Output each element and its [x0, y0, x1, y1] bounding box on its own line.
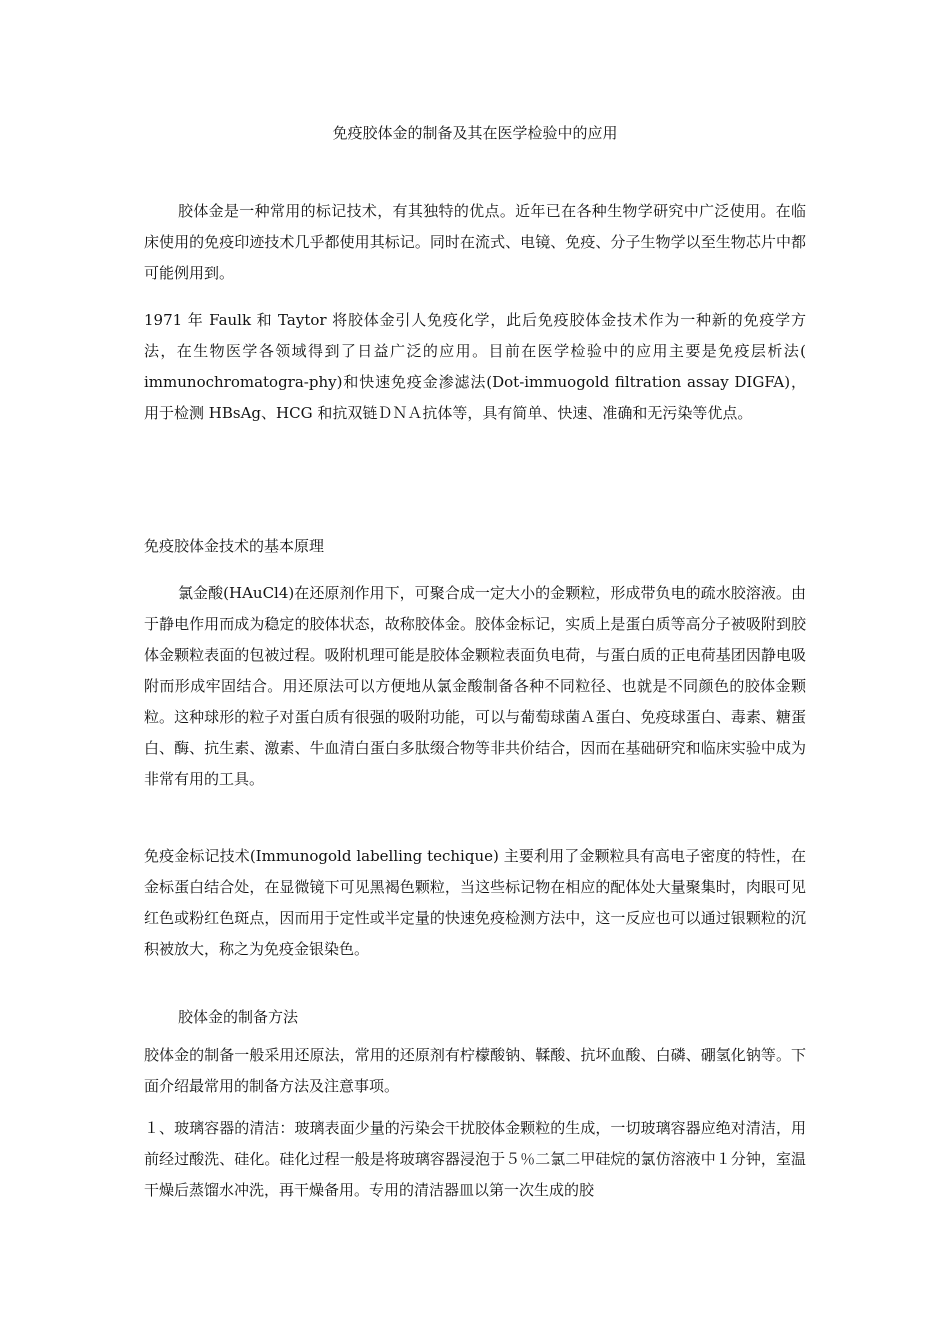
section-heading-preparation: 胶体金的制备方法	[178, 1008, 299, 1026]
paragraph-preparation-intro: 胶体金的制备一般采用还原法，常用的还原剂有柠檬酸钠、鞣酸、抗坏血酸、白磷、硼氢化钠等。下面介绍最常用的制备方法及注意事项。	[144, 1046, 806, 1095]
paragraph-immunogold-labelling: 免疫金标记技术(Immunogold labelling techique) 主要利用了金颗粒具有高电子密度的特性，在金标蛋白结合处，在显微镜下可见黑褐色颗粒，当这些标记物在相应的配体处大量聚集时，肉眼可见红色或粉红色斑点，因而用于定性或半定量的快速免疫检测方法中，这一反应也可以通过银颗粒的沉积被放大，称之为免疫金银染色。	[144, 847, 806, 958]
paragraph-history: 1971 年 Faulk 和 Taytor 将胶体金引人免疫化学，此后免疫胶体金技术作为一种新的免疫学方法，在生物医学各领域得到了日益广泛的应用。目前在医学检验中的应用主要是免疫层析法( immunochromatogra-phy)和快速免疫金渗滤法(Dot-immuogold filtration assay DIGFA)，用于检测 HBsAg、HCG 和抗双链ＤＮＡ抗体等，具有简单、快速、准确和无污染等优点。	[144, 311, 806, 422]
paragraph-principle: 氯金酸(HAuCl4)在还原剂作用下，可聚合成一定大小的金颗粒，形成带负电的疏水胶溶液。由于静电作用而成为稳定的胶体状态，故称胶体金。胶体金标记，实质上是蛋白质等高分子被吸附到胶体金颗粒表面的包被过程。吸附机理可能是胶体金颗粒表面负电荷，与蛋白质的正电荷基团因静电吸附而形成牢固结合。用还原法可以方便地从氯金酸制备各种不同粒径、也就是不同颜色的胶体金颗粒。这种球形的粒子对蛋白质有很强的吸附功能，可以与葡萄球菌Ａ蛋白、免疫球蛋白、毒素、糖蛋白、酶、抗生素、激素、牛血清白蛋白多肽缀合物等非共价结合，因而在基础研究和临床实验中成为非常有用的工具。	[144, 584, 806, 788]
document-title: 免疫胶体金的制备及其在医学检验中的应用	[332, 124, 618, 142]
section-heading-principle: 免疫胶体金技术的基本原理	[144, 537, 325, 555]
paragraph-intro: 胶体金是一种常用的标记技术，有其独特的优点。近年已在各种生物学研究中广泛使用。在临床使用的免疫印迹技术几乎都使用其标记。同时在流式、电镜、免疫、分子生物学以至生物芯片中都可能例用到。	[144, 202, 806, 282]
paragraph-glassware-cleaning: １、玻璃容器的清洁：玻璃表面少量的污染会干扰胶体金颗粒的生成，一切玻璃容器应绝对清洁，用前经过酸洗、硅化。硅化过程一般是将玻璃容器浸泡于５％二氯二甲硅烷的氯仿溶液中１分钟，室温干燥后蒸馏水冲洗，再干燥备用。专用的清洁器皿以第一次生成的胶	[144, 1119, 806, 1199]
